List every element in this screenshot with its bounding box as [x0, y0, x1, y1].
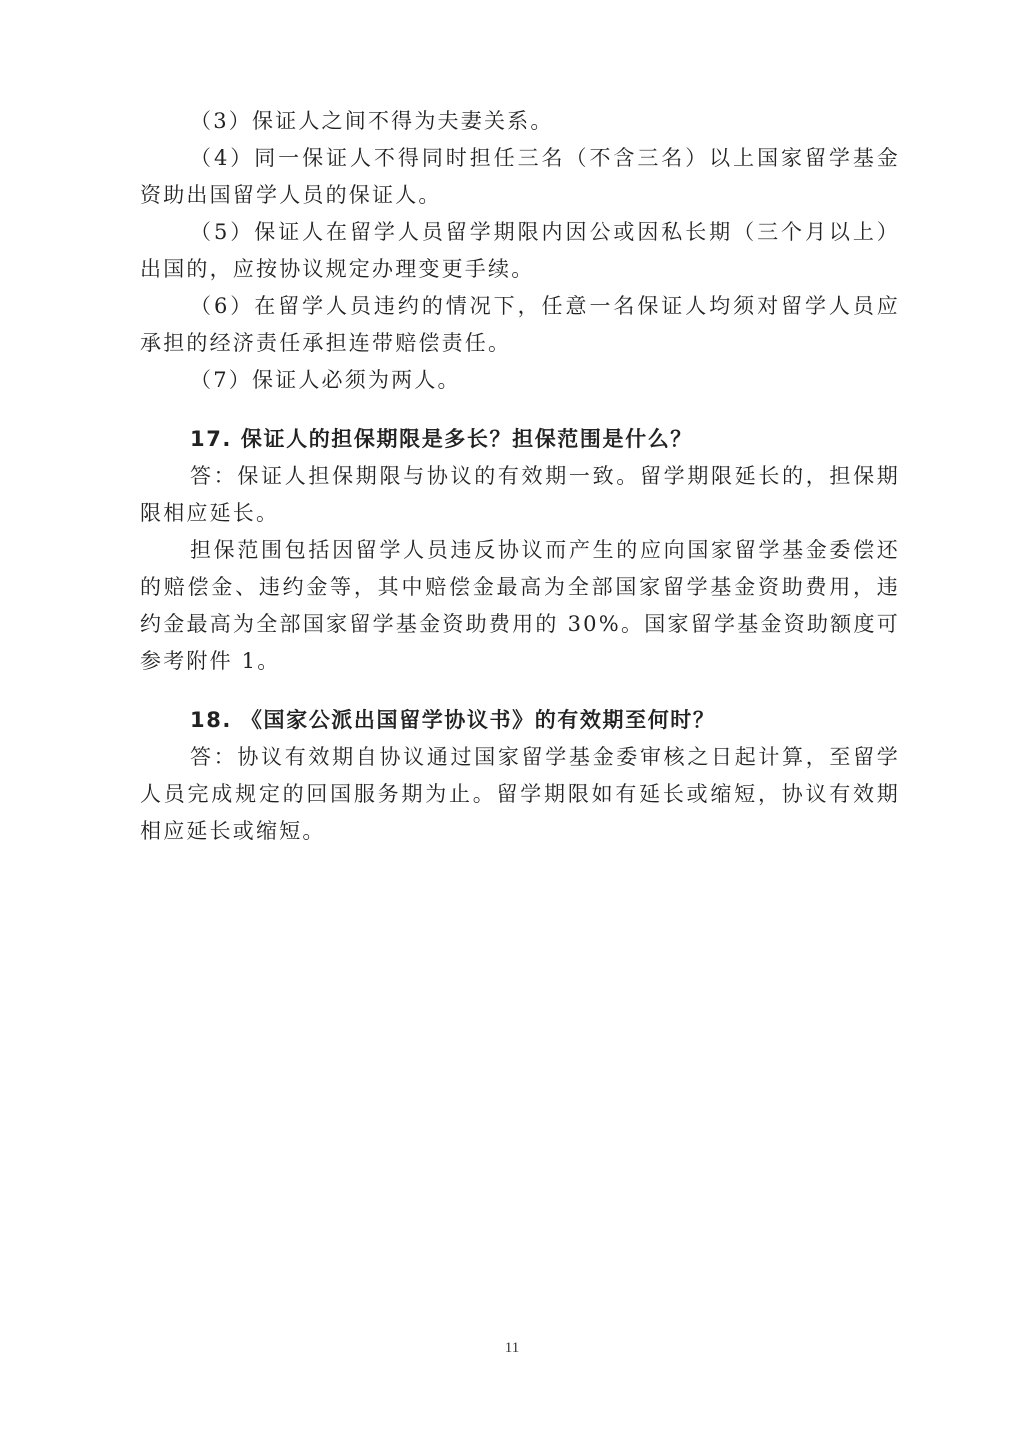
question-18-answer: 答：协议有效期自协议通过国家留学基金委审核之日起计算，至留学人员完成规定的回国服务期为止。留学期限如有延长或缩短，协议有效期相应延长或缩短。 — [140, 745, 900, 843]
page-number: 11 — [504, 1340, 520, 1356]
item-7: （7）保证人必须为两人。 — [190, 368, 461, 392]
question-18-heading: 18. 《国家公派出国留学协议书》的有效期至何时？ — [190, 708, 716, 732]
question-17-heading: 17. 保证人的担保期限是多长？担保范围是什么？ — [190, 427, 693, 451]
item-4: （4）同一保证人不得同时担任三名（不含三名）以上国家留学基金资助出国留学人员的保证人。 — [140, 146, 900, 207]
page-content — [140, 103, 900, 850]
item-6: （6）在留学人员违约的情况下，任意一名保证人均须对留学人员应承担的经济责任承担连带赔偿责任。 — [140, 294, 900, 355]
question-17-answer-2: 担保范围包括因留学人员违反协议而产生的应向国家留学基金委偿还的赔偿金、违约金等，其中赔偿金最高为全部国家留学基金资助费用，违约金最高为全部国家留学基金资助费用的 30%。国家留学基金资助额度可参考附件 1。 — [140, 538, 900, 673]
item-3: （3）保证人之间不得为夫妻关系。 — [190, 109, 554, 133]
spacer — [140, 680, 900, 702]
item-5: （5）保证人在留学人员留学期限内因公或因私长期（三个月以上）出国的，应按协议规定办理变更手续。 — [140, 220, 900, 281]
spacer — [140, 399, 900, 421]
question-17-answer-1: 答：保证人担保期限与协议的有效期一致。留学期限延长的，担保期限相应延长。 — [140, 464, 900, 525]
